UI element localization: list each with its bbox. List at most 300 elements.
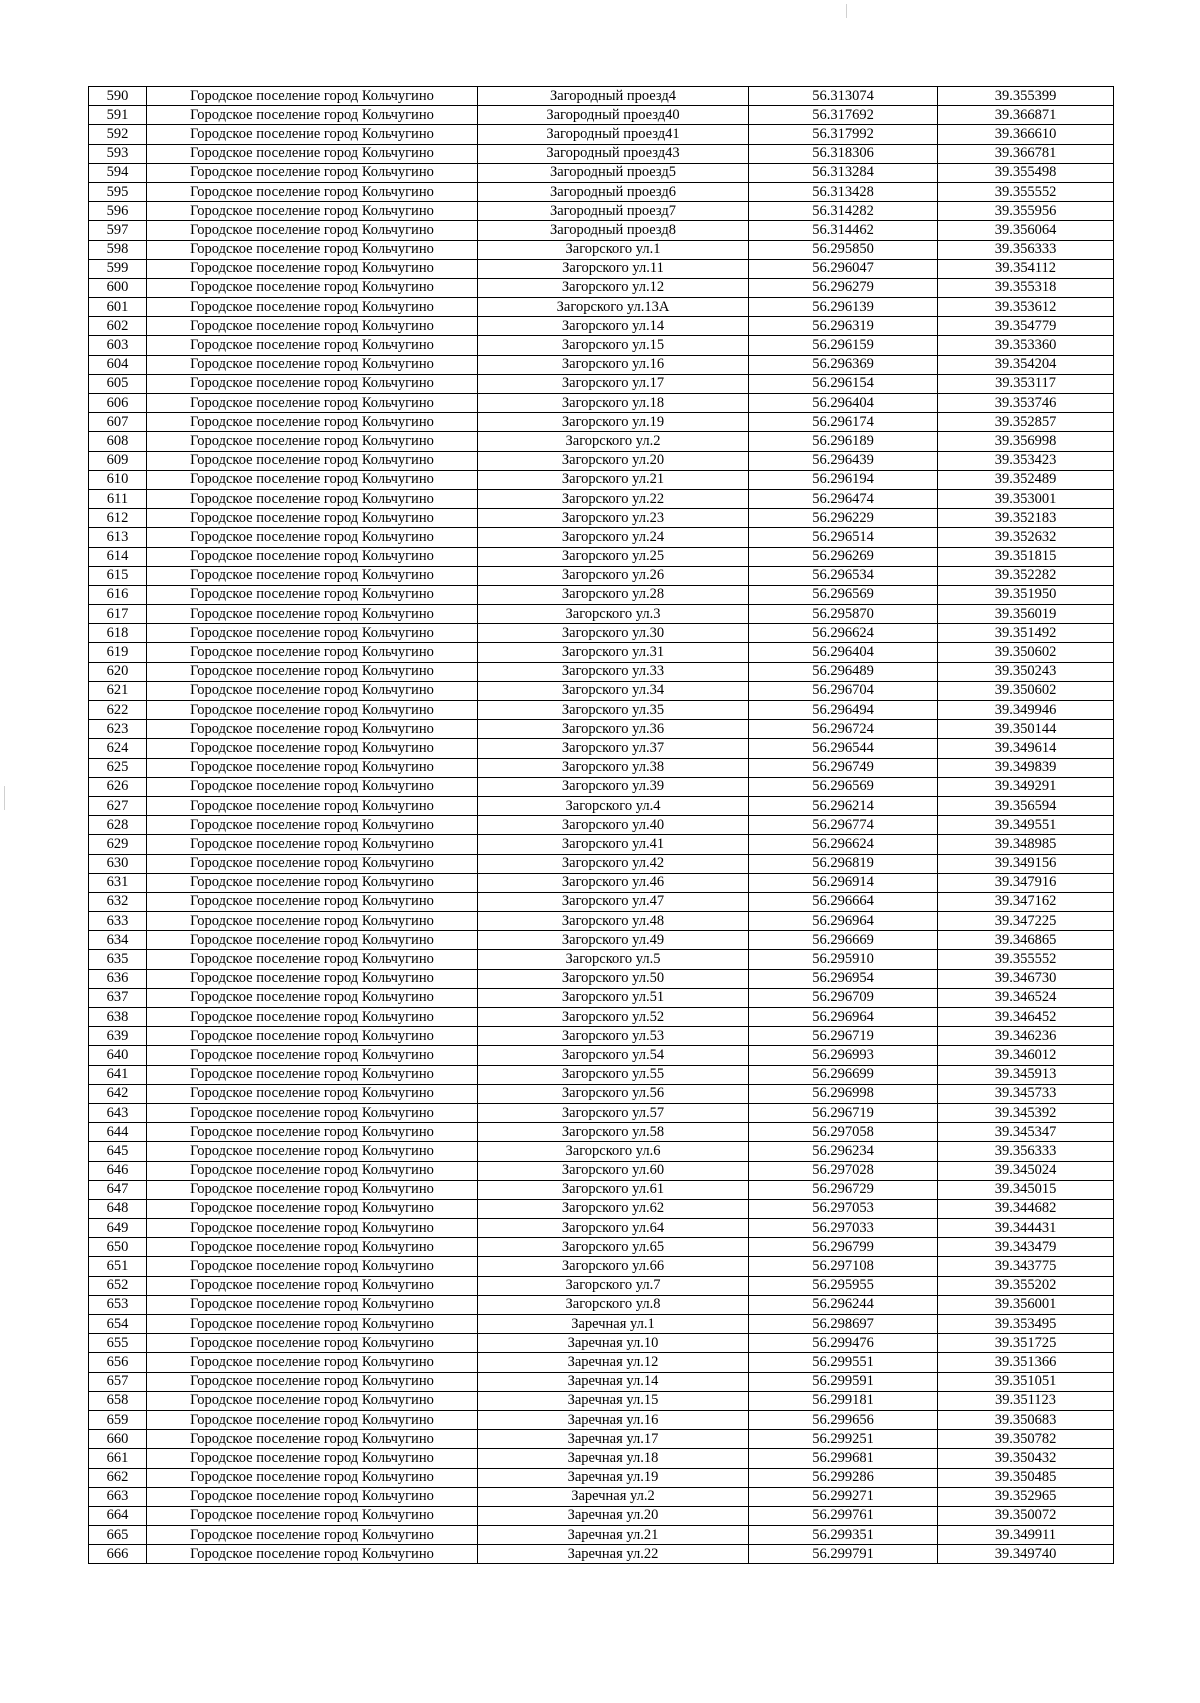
longitude-cell: 39.349156 <box>938 854 1114 873</box>
row-number-cell: 663 <box>89 1487 147 1506</box>
table-row <box>89 1545 1114 1564</box>
latitude-cell: 56.296229 <box>749 509 938 528</box>
address-cell: Загорского ул.17 <box>478 374 749 393</box>
settlement-cell: Городское поселение город Кольчугино <box>147 1545 478 1564</box>
table-row <box>89 643 1114 662</box>
table-row <box>89 1468 1114 1487</box>
scan-artifact <box>4 786 5 810</box>
settlement-cell: Городское поселение город Кольчугино <box>147 1334 478 1353</box>
latitude-cell: 56.317692 <box>749 106 938 125</box>
table-row <box>89 221 1114 240</box>
longitude-cell: 39.356998 <box>938 432 1114 451</box>
settlement-cell: Городское поселение город Кольчугино <box>147 202 478 221</box>
longitude-cell: 39.346236 <box>938 1027 1114 1046</box>
table-row <box>89 1391 1114 1410</box>
address-cell: Загородный проезд8 <box>478 221 749 240</box>
latitude-cell: 56.295870 <box>749 605 938 624</box>
latitude-cell: 56.296154 <box>749 374 938 393</box>
table-row <box>89 1065 1114 1084</box>
settlement-cell: Городское поселение город Кольчугино <box>147 1506 478 1525</box>
row-number-cell: 603 <box>89 336 147 355</box>
longitude-cell: 39.346524 <box>938 988 1114 1007</box>
table-row <box>89 854 1114 873</box>
settlement-cell: Городское поселение город Кольчугино <box>147 1526 478 1545</box>
table-row <box>89 1161 1114 1180</box>
address-cell: Загорского ул.55 <box>478 1065 749 1084</box>
longitude-cell: 39.345392 <box>938 1103 1114 1122</box>
table-row <box>89 739 1114 758</box>
table-row <box>89 470 1114 489</box>
latitude-cell: 56.299591 <box>749 1372 938 1391</box>
latitude-cell: 56.296704 <box>749 681 938 700</box>
longitude-cell: 39.353746 <box>938 394 1114 413</box>
longitude-cell: 39.350485 <box>938 1468 1114 1487</box>
row-number-cell: 630 <box>89 854 147 873</box>
row-number-cell: 639 <box>89 1027 147 1046</box>
row-number-cell: 591 <box>89 106 147 125</box>
table-row <box>89 1103 1114 1122</box>
row-number-cell: 646 <box>89 1161 147 1180</box>
row-number-cell: 632 <box>89 892 147 911</box>
row-number-cell: 664 <box>89 1506 147 1525</box>
latitude-cell: 56.318306 <box>749 144 938 163</box>
longitude-cell: 39.351123 <box>938 1391 1114 1410</box>
table-row <box>89 969 1114 988</box>
address-cell: Загорского ул.35 <box>478 701 749 720</box>
row-number-cell: 658 <box>89 1391 147 1410</box>
longitude-cell: 39.350144 <box>938 720 1114 739</box>
row-number-cell: 627 <box>89 796 147 815</box>
table-row <box>89 1353 1114 1372</box>
longitude-cell: 39.343479 <box>938 1238 1114 1257</box>
table-row <box>89 681 1114 700</box>
row-number-cell: 595 <box>89 182 147 201</box>
row-number-cell: 612 <box>89 509 147 528</box>
latitude-cell: 56.296819 <box>749 854 938 873</box>
settlement-cell: Городское поселение город Кольчугино <box>147 1142 478 1161</box>
longitude-cell: 39.350602 <box>938 681 1114 700</box>
settlement-cell: Городское поселение город Кольчугино <box>147 470 478 489</box>
settlement-cell: Городское поселение город Кольчугино <box>147 892 478 911</box>
row-number-cell: 654 <box>89 1315 147 1334</box>
table-row <box>89 1334 1114 1353</box>
latitude-cell: 56.296624 <box>749 835 938 854</box>
settlement-cell: Городское поселение город Кольчугино <box>147 624 478 643</box>
row-number-cell: 631 <box>89 873 147 892</box>
table-row <box>89 931 1114 950</box>
latitude-cell: 56.296174 <box>749 413 938 432</box>
table-row <box>89 1238 1114 1257</box>
row-number-cell: 634 <box>89 931 147 950</box>
table-row <box>89 1180 1114 1199</box>
address-cell: Заречная ул.14 <box>478 1372 749 1391</box>
longitude-cell: 39.354112 <box>938 259 1114 278</box>
longitude-cell: 39.344431 <box>938 1219 1114 1238</box>
table-row <box>89 1257 1114 1276</box>
latitude-cell: 56.296964 <box>749 912 938 931</box>
row-number-cell: 624 <box>89 739 147 758</box>
settlement-cell: Городское поселение город Кольчугино <box>147 950 478 969</box>
table-row <box>89 1315 1114 1334</box>
longitude-cell: 39.348985 <box>938 835 1114 854</box>
address-cell: Загородный проезд4 <box>478 87 749 106</box>
latitude-cell: 56.297053 <box>749 1199 938 1218</box>
latitude-cell: 56.297028 <box>749 1161 938 1180</box>
row-number-cell: 653 <box>89 1295 147 1314</box>
latitude-cell: 56.296699 <box>749 1065 938 1084</box>
latitude-cell: 56.296624 <box>749 624 938 643</box>
row-number-cell: 605 <box>89 374 147 393</box>
settlement-cell: Городское поселение город Кольчугино <box>147 988 478 1007</box>
settlement-cell: Городское поселение город Кольчугино <box>147 163 478 182</box>
longitude-cell: 39.355202 <box>938 1276 1114 1295</box>
address-cell: Загорского ул.11 <box>478 259 749 278</box>
row-number-cell: 594 <box>89 163 147 182</box>
address-cell: Загорского ул.57 <box>478 1103 749 1122</box>
settlement-cell: Городское поселение город Кольчугино <box>147 1372 478 1391</box>
address-cell: Заречная ул.1 <box>478 1315 749 1334</box>
settlement-cell: Городское поселение город Кольчугино <box>147 278 478 297</box>
longitude-cell: 39.345733 <box>938 1084 1114 1103</box>
row-number-cell: 592 <box>89 125 147 144</box>
row-number-cell: 647 <box>89 1180 147 1199</box>
table-row <box>89 777 1114 796</box>
address-cell: Загорского ул.46 <box>478 873 749 892</box>
longitude-cell: 39.349740 <box>938 1545 1114 1564</box>
address-cell: Заречная ул.20 <box>478 1506 749 1525</box>
table-row <box>89 605 1114 624</box>
latitude-cell: 56.295850 <box>749 240 938 259</box>
longitude-cell: 39.366610 <box>938 125 1114 144</box>
address-cell: Загорского ул.19 <box>478 413 749 432</box>
latitude-cell: 56.296729 <box>749 1180 938 1199</box>
settlement-cell: Городское поселение город Кольчугино <box>147 221 478 240</box>
latitude-cell: 56.317992 <box>749 125 938 144</box>
table-row <box>89 1372 1114 1391</box>
longitude-cell: 39.347162 <box>938 892 1114 911</box>
longitude-cell: 39.349551 <box>938 816 1114 835</box>
row-number-cell: 596 <box>89 202 147 221</box>
row-number-cell: 608 <box>89 432 147 451</box>
table-row <box>89 1027 1114 1046</box>
longitude-cell: 39.351725 <box>938 1334 1114 1353</box>
row-number-cell: 621 <box>89 681 147 700</box>
settlement-cell: Городское поселение город Кольчугино <box>147 87 478 106</box>
latitude-cell: 56.296404 <box>749 394 938 413</box>
address-cell: Загородный проезд5 <box>478 163 749 182</box>
table-row <box>89 106 1114 125</box>
latitude-cell: 56.296569 <box>749 777 938 796</box>
address-cell: Загорского ул.3 <box>478 605 749 624</box>
address-cell: Загорского ул.64 <box>478 1219 749 1238</box>
row-number-cell: 620 <box>89 662 147 681</box>
settlement-cell: Городское поселение город Кольчугино <box>147 1410 478 1429</box>
settlement-cell: Городское поселение город Кольчугино <box>147 605 478 624</box>
settlement-cell: Городское поселение город Кольчугино <box>147 432 478 451</box>
address-cell: Загородный проезд7 <box>478 202 749 221</box>
row-number-cell: 645 <box>89 1142 147 1161</box>
row-number-cell: 629 <box>89 835 147 854</box>
table-row <box>89 1046 1114 1065</box>
table-row <box>89 816 1114 835</box>
longitude-cell: 39.354204 <box>938 355 1114 374</box>
latitude-cell: 56.296749 <box>749 758 938 777</box>
latitude-cell: 56.314462 <box>749 221 938 240</box>
latitude-cell: 56.299681 <box>749 1449 938 1468</box>
settlement-cell: Городское поселение город Кольчугино <box>147 182 478 201</box>
settlement-cell: Городское поселение город Кольчугино <box>147 931 478 950</box>
longitude-cell: 39.352965 <box>938 1487 1114 1506</box>
latitude-cell: 56.296214 <box>749 796 938 815</box>
longitude-cell: 39.352183 <box>938 509 1114 528</box>
latitude-cell: 56.313428 <box>749 182 938 201</box>
table-row <box>89 355 1114 374</box>
row-number-cell: 651 <box>89 1257 147 1276</box>
longitude-cell: 39.353117 <box>938 374 1114 393</box>
address-cell: Загорского ул.26 <box>478 566 749 585</box>
row-number-cell: 618 <box>89 624 147 643</box>
row-number-cell: 628 <box>89 816 147 835</box>
table-row <box>89 1008 1114 1027</box>
settlement-cell: Городское поселение город Кольчугино <box>147 835 478 854</box>
row-number-cell: 662 <box>89 1468 147 1487</box>
address-cell: Загорского ул.6 <box>478 1142 749 1161</box>
address-cell: Заречная ул.12 <box>478 1353 749 1372</box>
row-number-cell: 602 <box>89 317 147 336</box>
settlement-cell: Городское поселение город Кольчугино <box>147 1315 478 1334</box>
longitude-cell: 39.346730 <box>938 969 1114 988</box>
settlement-cell: Городское поселение город Кольчугино <box>147 816 478 835</box>
row-number-cell: 636 <box>89 969 147 988</box>
table-row <box>89 912 1114 931</box>
latitude-cell: 56.296244 <box>749 1295 938 1314</box>
latitude-cell: 56.297108 <box>749 1257 938 1276</box>
table-row <box>89 701 1114 720</box>
longitude-cell: 39.344682 <box>938 1199 1114 1218</box>
settlement-cell: Городское поселение город Кольчугино <box>147 1180 478 1199</box>
settlement-cell: Городское поселение город Кольчугино <box>147 873 478 892</box>
latitude-cell: 56.295910 <box>749 950 938 969</box>
longitude-cell: 39.343775 <box>938 1257 1114 1276</box>
table-row <box>89 720 1114 739</box>
longitude-cell: 39.366871 <box>938 106 1114 125</box>
row-number-cell: 661 <box>89 1449 147 1468</box>
latitude-cell: 56.295955 <box>749 1276 938 1295</box>
settlement-cell: Городское поселение город Кольчугино <box>147 106 478 125</box>
latitude-cell: 56.299551 <box>749 1353 938 1372</box>
address-cell: Загорского ул.54 <box>478 1046 749 1065</box>
row-number-cell: 616 <box>89 585 147 604</box>
address-table-body <box>89 87 1114 1564</box>
longitude-cell: 39.351815 <box>938 547 1114 566</box>
longitude-cell: 39.350683 <box>938 1410 1114 1429</box>
address-cell: Заречная ул.10 <box>478 1334 749 1353</box>
address-cell: Загорского ул.20 <box>478 451 749 470</box>
table-row <box>89 892 1114 911</box>
settlement-cell: Городское поселение город Кольчугино <box>147 720 478 739</box>
address-cell: Заречная ул.22 <box>478 1545 749 1564</box>
address-cell: Загорского ул.53 <box>478 1027 749 1046</box>
settlement-cell: Городское поселение город Кольчугино <box>147 739 478 758</box>
row-number-cell: 665 <box>89 1526 147 1545</box>
settlement-cell: Городское поселение город Кольчугино <box>147 1430 478 1449</box>
table-row <box>89 374 1114 393</box>
address-cell: Загорского ул.39 <box>478 777 749 796</box>
latitude-cell: 56.296724 <box>749 720 938 739</box>
row-number-cell: 599 <box>89 259 147 278</box>
longitude-cell: 39.351366 <box>938 1353 1114 1372</box>
longitude-cell: 39.355498 <box>938 163 1114 182</box>
settlement-cell: Городское поселение город Кольчугино <box>147 662 478 681</box>
latitude-cell: 56.296774 <box>749 816 938 835</box>
longitude-cell: 39.356333 <box>938 1142 1114 1161</box>
longitude-cell: 39.349946 <box>938 701 1114 720</box>
table-row <box>89 566 1114 585</box>
longitude-cell: 39.353612 <box>938 298 1114 317</box>
row-number-cell: 625 <box>89 758 147 777</box>
latitude-cell: 56.296998 <box>749 1084 938 1103</box>
address-cell: Загородный проезд40 <box>478 106 749 125</box>
row-number-cell: 644 <box>89 1123 147 1142</box>
longitude-cell: 39.353001 <box>938 489 1114 508</box>
table-row <box>89 1295 1114 1314</box>
settlement-cell: Городское поселение город Кольчугино <box>147 1065 478 1084</box>
table-row <box>89 489 1114 508</box>
row-number-cell: 641 <box>89 1065 147 1084</box>
longitude-cell: 39.356019 <box>938 605 1114 624</box>
address-cell: Загорского ул.52 <box>478 1008 749 1027</box>
latitude-cell: 56.296544 <box>749 739 938 758</box>
latitude-cell: 56.313284 <box>749 163 938 182</box>
latitude-cell: 56.296534 <box>749 566 938 585</box>
settlement-cell: Городское поселение город Кольчугино <box>147 394 478 413</box>
row-number-cell: 607 <box>89 413 147 432</box>
settlement-cell: Городское поселение город Кольчугино <box>147 1295 478 1314</box>
row-number-cell: 657 <box>89 1372 147 1391</box>
settlement-cell: Городское поселение город Кольчугино <box>147 643 478 662</box>
address-cell: Загорского ул.28 <box>478 585 749 604</box>
latitude-cell: 56.297058 <box>749 1123 938 1142</box>
address-cell: Заречная ул.2 <box>478 1487 749 1506</box>
longitude-cell: 39.347225 <box>938 912 1114 931</box>
longitude-cell: 39.356333 <box>938 240 1114 259</box>
latitude-cell: 56.296319 <box>749 317 938 336</box>
latitude-cell: 56.296194 <box>749 470 938 489</box>
longitude-cell: 39.356001 <box>938 1295 1114 1314</box>
settlement-cell: Городское поселение город Кольчугино <box>147 298 478 317</box>
longitude-cell: 39.352282 <box>938 566 1114 585</box>
settlement-cell: Городское поселение город Кольчугино <box>147 969 478 988</box>
table-row <box>89 758 1114 777</box>
settlement-cell: Городское поселение город Кольчугино <box>147 1046 478 1065</box>
longitude-cell: 39.347916 <box>938 873 1114 892</box>
settlement-cell: Городское поселение город Кольчугино <box>147 758 478 777</box>
latitude-cell: 56.296914 <box>749 873 938 892</box>
longitude-cell: 39.355552 <box>938 182 1114 201</box>
longitude-cell: 39.353360 <box>938 336 1114 355</box>
latitude-cell: 56.296494 <box>749 701 938 720</box>
longitude-cell: 39.351950 <box>938 585 1114 604</box>
longitude-cell: 39.353423 <box>938 451 1114 470</box>
latitude-cell: 56.299181 <box>749 1391 938 1410</box>
longitude-cell: 39.355399 <box>938 87 1114 106</box>
table-row <box>89 624 1114 643</box>
settlement-cell: Городское поселение город Кольчугино <box>147 1219 478 1238</box>
longitude-cell: 39.346452 <box>938 1008 1114 1027</box>
settlement-cell: Городское поселение город Кольчугино <box>147 528 478 547</box>
row-number-cell: 649 <box>89 1219 147 1238</box>
table-row <box>89 988 1114 1007</box>
settlement-cell: Городское поселение город Кольчугино <box>147 1276 478 1295</box>
latitude-cell: 56.299656 <box>749 1410 938 1429</box>
table-row <box>89 394 1114 413</box>
settlement-cell: Городское поселение город Кольчугино <box>147 259 478 278</box>
table-row <box>89 1449 1114 1468</box>
address-cell: Загорского ул.58 <box>478 1123 749 1142</box>
longitude-cell: 39.366781 <box>938 144 1114 163</box>
longitude-cell: 39.345015 <box>938 1180 1114 1199</box>
settlement-cell: Городское поселение город Кольчугино <box>147 489 478 508</box>
row-number-cell: 638 <box>89 1008 147 1027</box>
row-number-cell: 650 <box>89 1238 147 1257</box>
latitude-cell: 56.296719 <box>749 1027 938 1046</box>
row-number-cell: 597 <box>89 221 147 240</box>
latitude-cell: 56.296439 <box>749 451 938 470</box>
row-number-cell: 619 <box>89 643 147 662</box>
address-cell: Загорского ул.40 <box>478 816 749 835</box>
table-row <box>89 1084 1114 1103</box>
address-cell: Загорского ул.65 <box>478 1238 749 1257</box>
address-cell: Загорского ул.8 <box>478 1295 749 1314</box>
latitude-cell: 56.296159 <box>749 336 938 355</box>
settlement-cell: Городское поселение город Кольчугино <box>147 374 478 393</box>
latitude-cell: 56.296489 <box>749 662 938 681</box>
settlement-cell: Городское поселение город Кольчугино <box>147 336 478 355</box>
row-number-cell: 598 <box>89 240 147 259</box>
latitude-cell: 56.299286 <box>749 1468 938 1487</box>
table-row <box>89 336 1114 355</box>
settlement-cell: Городское поселение город Кольчугино <box>147 566 478 585</box>
longitude-cell: 39.355552 <box>938 950 1114 969</box>
settlement-cell: Городское поселение город Кольчугино <box>147 547 478 566</box>
table-row <box>89 585 1114 604</box>
settlement-cell: Городское поселение город Кольчугино <box>147 1199 478 1218</box>
longitude-cell: 39.349614 <box>938 739 1114 758</box>
address-cell: Загорского ул.37 <box>478 739 749 758</box>
table-row <box>89 1199 1114 1218</box>
latitude-cell: 56.299791 <box>749 1545 938 1564</box>
address-cell: Загорского ул.38 <box>478 758 749 777</box>
address-cell: Загорского ул.42 <box>478 854 749 873</box>
latitude-cell: 56.296719 <box>749 1103 938 1122</box>
latitude-cell: 56.296139 <box>749 298 938 317</box>
table-row <box>89 1487 1114 1506</box>
settlement-cell: Городское поселение город Кольчугино <box>147 451 478 470</box>
settlement-cell: Городское поселение город Кольчугино <box>147 1353 478 1372</box>
latitude-cell: 56.297033 <box>749 1219 938 1238</box>
settlement-cell: Городское поселение город Кольчугино <box>147 1161 478 1180</box>
latitude-cell: 56.299251 <box>749 1430 938 1449</box>
settlement-cell: Городское поселение город Кольчугино <box>147 240 478 259</box>
latitude-cell: 56.296669 <box>749 931 938 950</box>
settlement-cell: Городское поселение город Кольчугино <box>147 1257 478 1276</box>
longitude-cell: 39.346865 <box>938 931 1114 950</box>
address-cell: Загорского ул.24 <box>478 528 749 547</box>
table-row <box>89 509 1114 528</box>
row-number-cell: 609 <box>89 451 147 470</box>
longitude-cell: 39.350602 <box>938 643 1114 662</box>
row-number-cell: 593 <box>89 144 147 163</box>
